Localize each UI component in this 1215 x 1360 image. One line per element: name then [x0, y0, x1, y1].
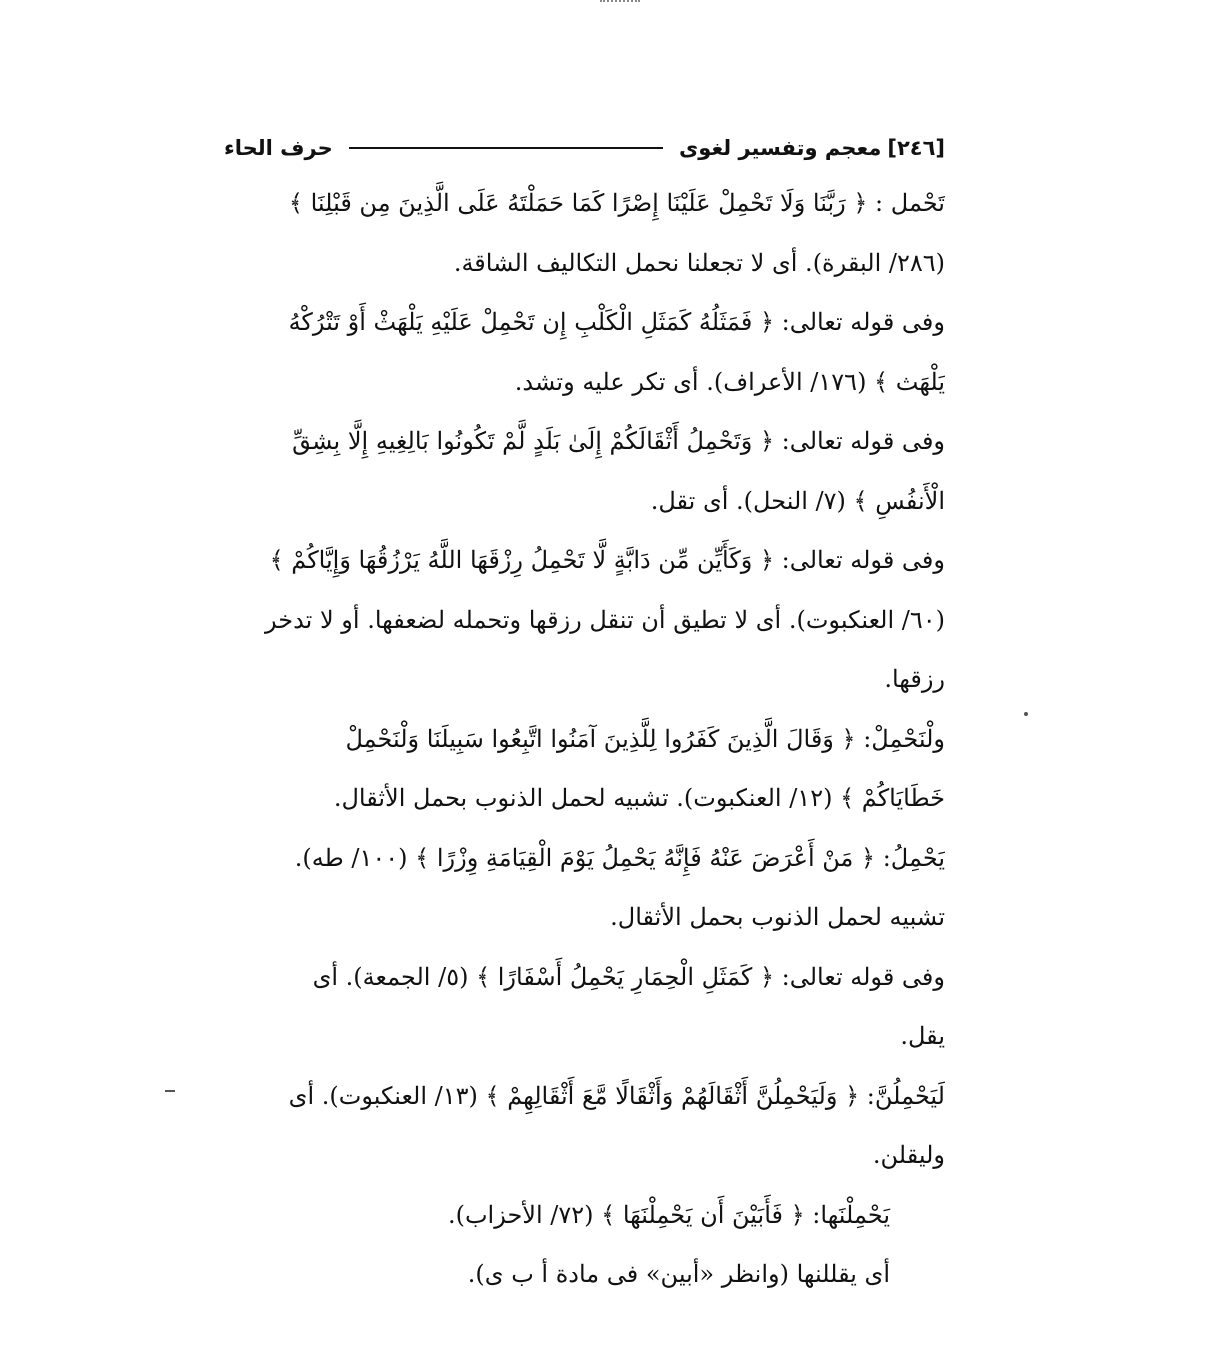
text-line: تَحْمل : ﴿ رَبَّنَا وَلَا تَحْمِلْ عَلَيْنَا إِصْرًا كَمَا حَمَلْتَهُ عَلَى الَّذِينَ مِن قَبْلِنَا ﴾ [288, 189, 945, 217]
text-line: الْأَنفُسِ ﴾ (٧/ النحل). أى تقل. [650, 486, 945, 515]
text-line: وفى قوله تعالى: ﴿ وَكَأَيِّن مِّن دَابَّةٍ لَّا تَحْمِلُ رِزْقَهَا اللَّهُ يَرْزُقُهَا وَإِيَّاكُمْ ﴾ [269, 546, 945, 574]
entry-text [210, 174, 945, 1305]
document-page [210, 128, 945, 1305]
text-line: وفى قوله تعالى: ﴿ وَتَحْمِلُ أَثْقَالَكُمْ إِلَىٰ بَلَدٍ لَّمْ تَكُونُوا بَالِغِيهِ إِلَّا بِشِقِّ [292, 427, 945, 455]
text-line: وفى قوله تعالى: ﴿ كَمَثَلِ الْحِمَارِ يَحْمِلُ أَسْفَارًا ﴾ (٥/ الجمعة). أى [312, 962, 945, 991]
text-line: يقل. [900, 1022, 945, 1050]
section-title: حرف الحاء [224, 136, 333, 160]
text-line: (٢٨٦/ البقرة). أى لا تجعلنا نحمل التكاليف الشاقة. [453, 248, 945, 277]
text-line: لَيَحْمِلُنَّ: ﴿ وَلَيَحْمِلُنَّ أَثْقَالَهُمْ وَأَثْقَالًا مَّعَ أَثْقَالِهِمْ ﴾ (١٣/ العنكبوت). أى [288, 1081, 945, 1110]
page-number: [٢٤٦] [887, 136, 945, 160]
text-line: رزقها. [884, 665, 945, 693]
text-line: يَحْمِلُ: ﴿ مَنْ أَعْرَضَ عَنْهُ فَإِنَّهُ يَحْمِلُ يَوْمَ الْقِيَامَةِ وِزْرًا ﴾ (١٠٠/ طه). [294, 843, 945, 872]
scan-speck [1024, 712, 1028, 716]
text-line: ولْنَحْمِلْ: ﴿ وَقَالَ الَّذِينَ كَفَرُوا لِلَّذِينَ آمَنُوا اتَّبِعُوا سَبِيلَنَا وَلْنَحْمِلْ [345, 724, 945, 753]
scan-speck [165, 1090, 175, 1092]
running-header [210, 128, 945, 168]
text-line: وفى قوله تعالى: ﴿ فَمَثَلُهُ كَمَثَلِ الْكَلْبِ إِن تَحْمِلْ عَلَيْهِ يَلْهَثْ أَوْ تَتْرُكْهُ [288, 308, 945, 336]
text-line: وليقلن. [872, 1141, 945, 1169]
text-line: يَلْهَث ﴾ (١٧٦/ الأعراف). أى تكر عليه وتشد. [514, 367, 945, 396]
text-line: خَطَايَاكُمْ ﴾ (١٢/ العنكبوت). تشبيه لحمل الذنوب بحمل الأثقال. [333, 784, 945, 812]
scan-mark [600, 0, 640, 5]
book-title: معجم وتفسير لغوى [679, 136, 882, 160]
text-line: أى يقللنها (وانظر «أبين» فى مادة أ ب ى). [467, 1260, 890, 1288]
text-line: (٦٠/ العنكبوت). أى لا تطيق أن تنقل رزقها وتحمله لضعفها. أو لا تدخر [265, 605, 945, 634]
text-line: تشبيه لحمل الذنوب بحمل الأثقال. [610, 903, 945, 931]
header-rule [349, 147, 663, 149]
text-line: يَحْمِلْنَها: ﴿ فَأَبَيْنَ أَن يَحْمِلْنَهَا ﴾ (٧٢/ الأحزاب). [447, 1200, 890, 1229]
